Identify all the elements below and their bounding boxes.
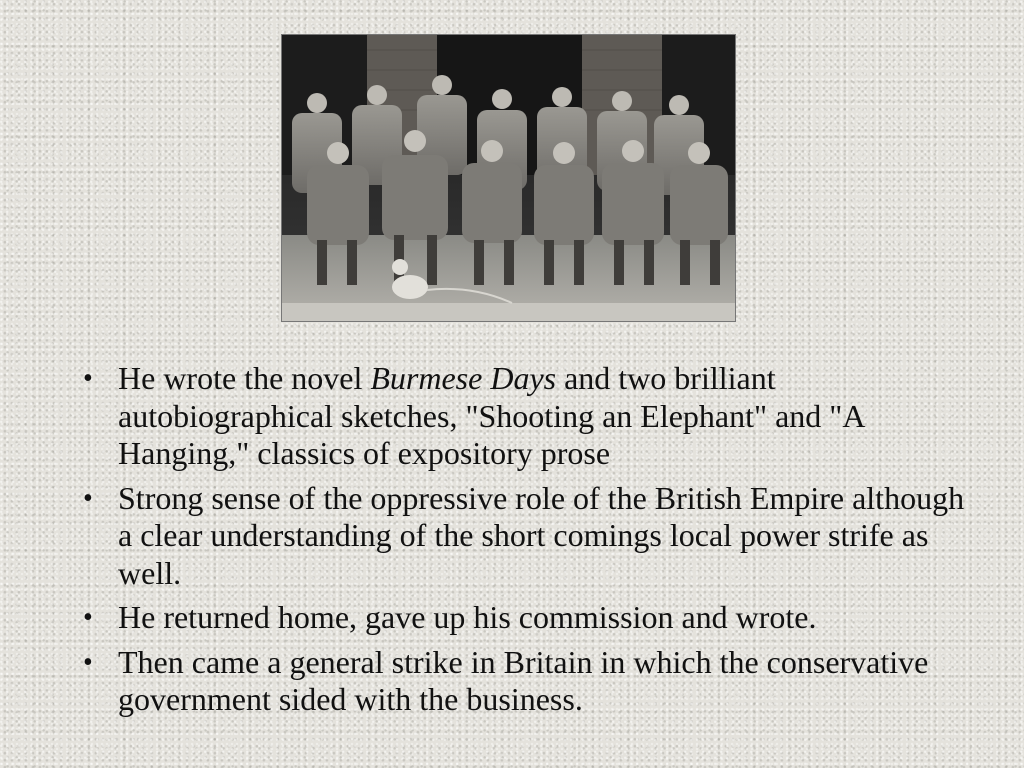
bullet-text: Then came a general strike in Britain in which the conservative government sided with the business. [118, 643, 929, 717]
book-title-burmese-days: Burmese Days [370, 360, 557, 396]
bullet-list [80, 360, 980, 726]
bullet-marker: • [83, 646, 93, 678]
bullet-item-general-strike [80, 644, 980, 719]
bullet-marker: • [83, 602, 93, 633]
bullet-item-burmese-days [80, 360, 980, 473]
bullet-marker: • [83, 363, 93, 394]
bullet-text: He returned home, gave up his commission and wrote. [118, 599, 817, 635]
bullet-text: Strong sense of the oppressive role of the British Empire although a clear understanding of the short comings local power strife as well. [118, 479, 965, 591]
group-photo-image [282, 35, 735, 321]
group-photo [281, 34, 736, 322]
bullet-item-british-empire [80, 480, 980, 593]
bullet-item-returned-home [80, 599, 980, 637]
bullet-marker: • [83, 482, 93, 514]
bullet-text-pre: He wrote the novel [118, 360, 371, 396]
bullet-text-post: and two brilliant autobiographical sketches, "Shooting an Elephant" and "A Hanging," classics of expository prose [118, 360, 864, 471]
